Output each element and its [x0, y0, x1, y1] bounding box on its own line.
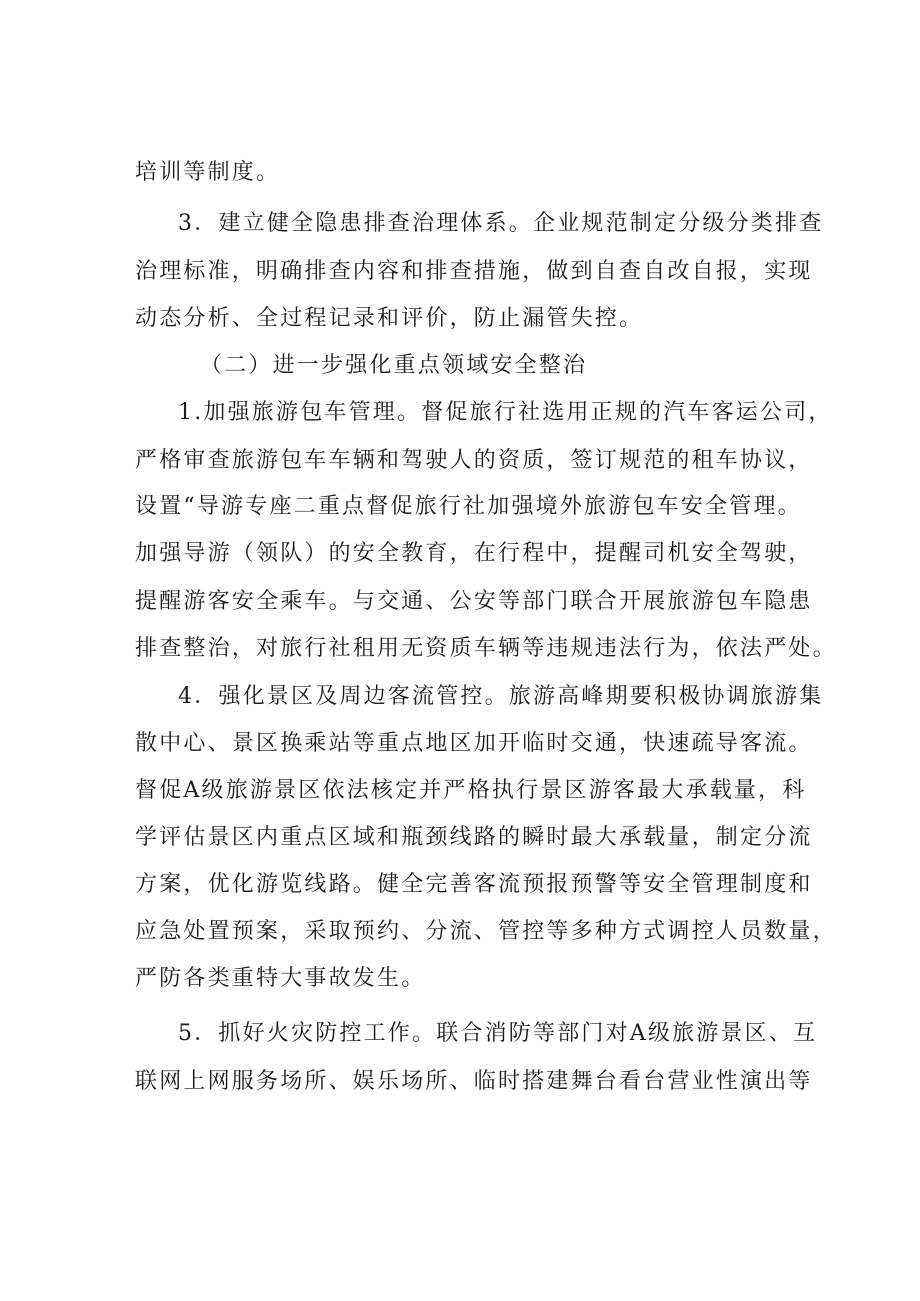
text-line: 动态分析、全过程记录和评价，防止漏管失控。: [135, 306, 644, 331]
text-line: 联网上网服务场所、娱乐场所、临时搭建舞台看台营业性演出等: [135, 1069, 813, 1094]
text-line: 治理标准，明确排查内容和排查措施，做到自查自改自报，实现: [135, 259, 813, 284]
text-line: 提醒游客安全乘车。与交通、公安等部门联合开展旅游包车隐患: [135, 589, 813, 614]
text-line: 1.加强旅游包车管理。督促旅行社选用正规的汽车客运公司，: [178, 400, 833, 425]
text-line: 5．抓好火灾防控工作。联合消防等部门对A级旅游景区、互: [178, 1021, 818, 1046]
text-line: 督促A级旅游景区依法核定并严格执行景区游客最大承载量，科: [135, 778, 807, 803]
text-line: 设置“导游专座二重点督促旅行社加强境外旅游包车安全管理。: [135, 494, 802, 519]
text-line: 学评估景区内重点区域和瓶颈线路的瞬时最大承载量，制定分流: [135, 825, 813, 850]
text-line: 培训等制度。: [135, 160, 281, 185]
text-line: 3．建立健全隐患排查治理体系。企业规范制定分级分类排查: [178, 211, 824, 236]
section-heading: （二）进一步强化重点领域安全整治: [200, 353, 588, 378]
text-line: 严防各类重特大事故发生。: [135, 966, 426, 991]
text-line: 4．强化景区及周边客流管控。旅游高峰期要积极协调旅游集: [178, 684, 824, 709]
text-line: 排查整治，对旅行社租用无资质车辆等违规违法行为，依法严处。: [135, 636, 837, 661]
text-line: 应急处置预案，采取预约、分流、管控等多种方式调控人员数量，: [135, 919, 837, 944]
text-line: 严格审查旅游包车车辆和驾驶人的资质，签订规范的租车协议，: [135, 448, 813, 473]
text-line: 方案，优化游览线路。健全完善客流预报预警等安全管理制度和: [135, 872, 813, 897]
text-line: 加强导游（领队）的安全教育，在行程中，提醒司机安全驾驶，: [135, 541, 813, 566]
text-line: 散中心、景区换乘站等重点地区加开临时交通，快速疏导客流。: [135, 731, 813, 756]
